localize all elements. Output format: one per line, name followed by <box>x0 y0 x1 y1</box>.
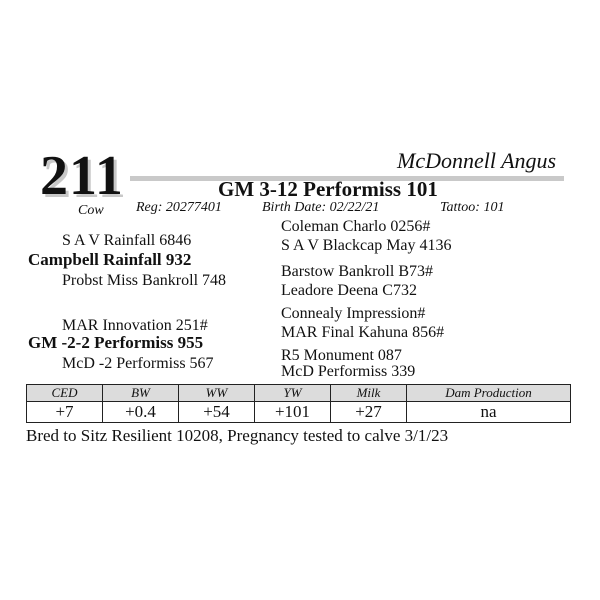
pedigree-right-item: Connealy Impression# <box>281 305 426 322</box>
epd-value-milk: +27 <box>331 402 407 423</box>
epd-value-dam-production: na <box>407 402 571 423</box>
lot-number: 211 <box>40 145 124 207</box>
epd-header-ww: WW <box>179 385 255 402</box>
breeding-note: Bred to Sitz Resilient 10208, Pregnancy tested to calve 3/1/23 <box>26 426 449 445</box>
epd-header-bw: BW <box>103 385 179 402</box>
epd-header-milk: Milk <box>331 385 407 402</box>
pedigree-right-item: Leadore Deena C732 <box>281 282 417 299</box>
epd-value-ww: +54 <box>179 402 255 423</box>
pedigree-right-item: R5 Monument 087 <box>281 347 402 364</box>
epd-header-ced: CED <box>27 385 103 402</box>
pedigree-right-item: Coleman Charlo 0256# <box>281 218 431 235</box>
sire-sire: S A V Rainfall 6846 <box>62 232 192 249</box>
sire: Campbell Rainfall 932 <box>28 250 192 269</box>
breeder-name: McDonnell Angus <box>397 148 557 173</box>
pedigree-right-item: McD Performiss 339 <box>281 363 416 380</box>
dam: GM -2-2 Performiss 955 <box>28 333 204 352</box>
registration-number: Reg: 20277401 <box>136 200 222 215</box>
epd-value-bw: +0.4 <box>103 402 179 423</box>
pedigree-right-item: S A V Blackcap May 4136 <box>281 237 452 254</box>
sex-label: Cow <box>78 203 104 218</box>
dam-sire: MAR Innovation 251# <box>62 317 208 334</box>
epd-value-ced: +7 <box>27 402 103 423</box>
epd-header-row <box>27 385 571 402</box>
epd-header-dam-production: Dam Production <box>407 385 571 402</box>
dam-dam: McD -2 Performiss 567 <box>62 355 214 372</box>
pedigree-right-item: MAR Final Kahuna 856# <box>281 324 445 341</box>
epd-value-yw: +101 <box>255 402 331 423</box>
birth-date: Birth Date: 02/22/21 <box>262 200 380 215</box>
epd-value-row <box>27 402 571 423</box>
sire-dam: Probst Miss Bankroll 748 <box>62 272 227 289</box>
epd-header-yw: YW <box>255 385 331 402</box>
epd-table <box>26 384 571 423</box>
animal-name: GM 3-12 Performiss 101 <box>218 177 438 201</box>
tattoo: Tattoo: 101 <box>440 200 505 215</box>
pedigree-right-item: Barstow Bankroll B73# <box>281 263 433 280</box>
